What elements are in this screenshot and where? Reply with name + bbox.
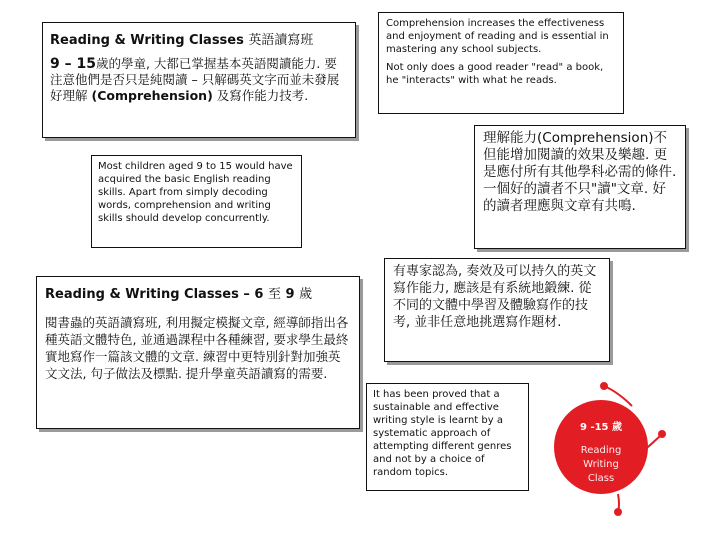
classes-9-15-body bbox=[50, 56, 348, 104]
experts-text: 有專家認為, 奏效及可以持久的英文寫作能力, 應該是有系統地鍛練. 從不同的文體中學習及體驗寫作的技考, 並非任意地挑選寫作題材. bbox=[393, 264, 597, 330]
classes-9-15-title bbox=[50, 29, 348, 48]
classes-9-15-box bbox=[42, 22, 356, 138]
classes-title-en: Reading & Writing Classes bbox=[50, 33, 244, 48]
badge-circle bbox=[554, 400, 648, 494]
class-badge bbox=[540, 378, 670, 518]
proved-text: It has been proved that a sustainable and effective writing style is learnt by a systematic approach of attempting different genres and not by a choice of random topics. bbox=[373, 389, 512, 478]
comprehension-en-para-1: Comprehension increases the effectiveness and enjoyment of reading and is essential in mastering any school subjects. bbox=[386, 18, 609, 55]
age-range: 9 – 15 bbox=[50, 56, 96, 72]
classes-6-9-box bbox=[36, 276, 360, 429]
most-children-box bbox=[91, 155, 302, 248]
classes-6-9-title-zh-mid: 至 bbox=[267, 287, 281, 302]
classes-6-9-title-age-end: 9 bbox=[285, 287, 295, 302]
comprehension-term: (Comprehension) bbox=[91, 88, 213, 103]
experts-box bbox=[384, 258, 610, 362]
comprehension-zh-text: 理解能力(Comprehension)不但能增加閱讀的效果及樂趣. 更是應付所有其他學科必需的條件. 一個好的讀者不只"讀"文章. 好的讀者理應與文章有共鳴. bbox=[483, 130, 677, 214]
classes-6-9-title-en: Reading & Writing Classes – 6 bbox=[45, 287, 264, 302]
classes-6-9-body: 閱書蟲的英語讀寫班, 利用擬定模擬文章, 經導師指出各種英語文體特色, 並通過課程中各種練習, 要求學生最終實地寫作一篇該文體的文章. 練習中更特別針對加強英文文法, 句子做法及標點. 提升學童英語讀寫的需要. bbox=[45, 315, 349, 381]
proved-box bbox=[366, 383, 529, 491]
comprehension-en-para-2: Not only does a good reader "read" a book, he "interacts" with what he reads. bbox=[386, 62, 604, 86]
badge-label-line: Reading bbox=[580, 445, 622, 456]
badge-label-line: Writing bbox=[583, 459, 619, 470]
classes-title-zh: 英語讀寫班 bbox=[248, 33, 314, 48]
classes-9-15-body-end: 及寫作能力技考. bbox=[216, 88, 309, 103]
most-children-text: Most children aged 9 to 15 would have acquired the basic English reading skills. Apart from simply decoding words, comprehension and writing skills should develop concurrently. bbox=[98, 161, 293, 224]
badge-label-line: Class bbox=[587, 473, 615, 484]
comprehension-zh-box bbox=[474, 125, 686, 249]
badge-label bbox=[554, 444, 648, 486]
comprehension-en-box bbox=[378, 12, 624, 114]
badge-age: 9 -15 歲 bbox=[580, 422, 622, 433]
classes-6-9-title-zh-end: 歲 bbox=[299, 287, 313, 302]
classes-9-15-body-text: 歲的學童, 大都已掌握基本英語閱讀能力. 要注意他們是否只是純閱讀 – 只解碼英文字而並未發展好理解 bbox=[50, 56, 340, 103]
classes-6-9-title bbox=[45, 283, 351, 302]
